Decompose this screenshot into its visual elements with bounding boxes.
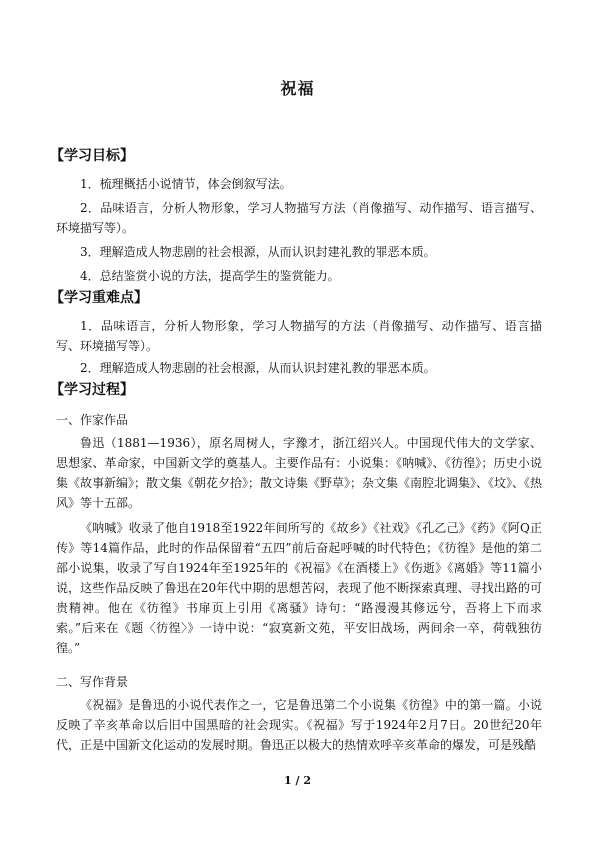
subsection-title-author: 一、作家作品 (56, 413, 129, 427)
section-heading-objectives: 【学习目标】 (50, 148, 134, 164)
objective-item: 1．梳理概括小说情节，体会倒叙写法。 (80, 177, 292, 191)
objective-item: 4．总结鉴赏小说的方法，提高学生的鉴赏能力。 (80, 269, 340, 283)
section-heading-key-points: 【学习重难点】 (50, 290, 148, 306)
author-paragraph: 鲁迅（1881—1936），原名周树人，字豫才，浙江绍兴人。中国现代伟大的文学家、思想家、革命家，中国新文学的奠基人。主要作品有：小说集：《呐喊》、《彷徨》；历史小说集《故事新编》；散文集《朝花夕拾》；散文诗集《野草》；杂文集《南腔北调集》、《坟》、《热风》等十五部。 (56, 436, 543, 510)
key-point-item: 1．品味语言，分析人物形象，学习人物描写的方法（肖像描写、动作描写、语言描写、环境描写等）。 (56, 319, 542, 353)
objective-item: 3．理解造成人物悲剧的社会根源，从而认识封建礼教的罪恶本质。 (80, 245, 436, 259)
section-heading-process: 【学习过程】 (50, 382, 134, 398)
works-paragraph: 《呐喊》收录了他自1918至1922年间所写的《故乡》《社戏》《孔乙己》《药》《阿Q正传》等14篇作品，此时的作品保留着“五四”前后奋起呼喊的时代特色；《彷徨》是他的第二部小说集，收录了写自1924年至1925年的《祝福》《在酒楼上》《伤逝》《离婚》等11篇小说，这些作品反映了鲁迅在20年代中期的思想苦闷，表现了他不断探索真理、寻找出路的可贵精神。他在《彷徨》书扉页上引用《离骚》诗句：“路漫漫其修远兮，吾将上下而求索。”后来在《题〈彷徨〉》一诗中说：“寂寞新文苑，平安旧战场，两间余一卒，荷戟独彷徨。” (56, 521, 542, 655)
background-paragraph: 《祝福》是鲁迅的小说代表作之一，它是鲁迅第二个小说集《彷徨》中的第一篇。小说反映了辛亥革命以后旧中国黑暗的社会现实。《祝福》写于1924年2月7日。20世纪20年代，正是中国新文化运动的发展时期。鲁迅正以极大的热情欢呼辛亥革命的爆发，可是残酷 (56, 698, 542, 752)
objective-item: 2．品味语言，分析人物形象，学习人物描写方法（肖像描写、动作描写、语言描写、环境描写等）。 (56, 201, 542, 235)
page-title: 祝福 (280, 79, 315, 98)
page-number: 1 / 2 (284, 774, 311, 787)
subsection-title-background: 二、写作背景 (56, 675, 129, 689)
key-point-item: 2．理解造成人物悲剧的社会根源，从而认识封建礼教的罪恶本质。 (80, 361, 436, 375)
